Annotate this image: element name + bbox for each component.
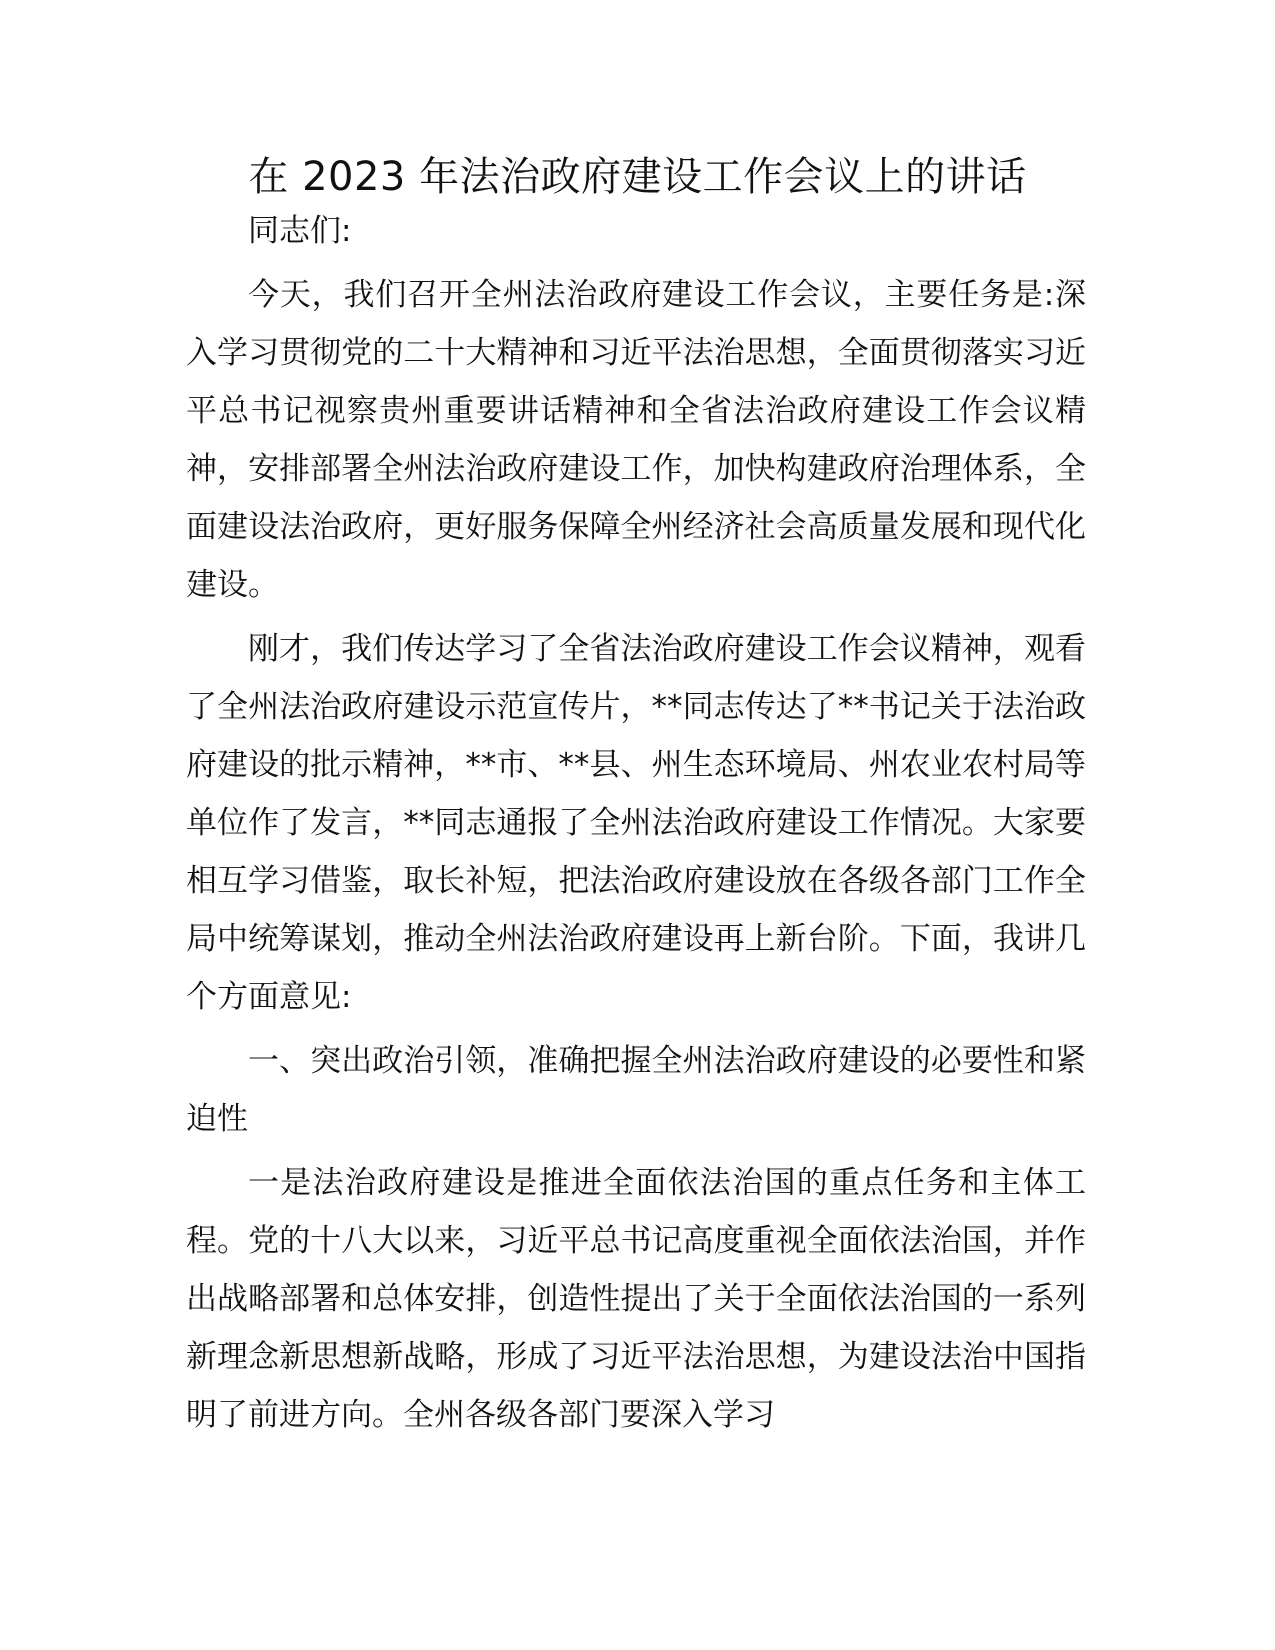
body-paragraph: 刚才，我们传达学习了全省法治政府建设工作会议精神，观看了全州法治政府建设示范宣传片，**同志传达了**书记关于法治政府建设的批示精神，**市、**县、州生态环境局、州农业农村局等单位作了发言，**同志通报了全州法治政府建设工作情况。大家要相互学习借鉴，取长补短，把法治政府建设放在各级各部门工作全局中统筹谋划，推动全州法治政府建设再上新台阶。下面，我讲几个方面意见: [186,631,1086,1015]
body-paragraph: 一是法治政府建设是推进全面依法治国的重点任务和主体工程。党的十八大以来，习近平总书记高度重视全面依法治国，并作出战略部署和总体安排，创造性提出了关于全面依法治国的一系列新理念新思想新战略，形成了习近平法治思想，为建设法治中国指明了前进方向。全州各级各部门要深入学习 [186,1165,1086,1433]
document-title: 在 2023 年法治政府建设工作会议上的讲话 [248,154,1027,200]
section-heading: 一、突出政治引领，准确把握全州法治政府建设的必要性和紧迫性 [186,1043,1086,1137]
body-paragraph: 今天，我们召开全州法治政府建设工作会议，主要任务是:深入学习贯彻党的二十大精神和习近平法治思想，全面贯彻落实习近平总书记视察贵州重要讲话精神和全省法治政府建设工作会议精神，安排部署全州法治政府建设工作，加快构建政府治理体系，全面建设法治政府，更好服务保障全州经济社会高质量发展和现代化建设。 [186,277,1086,603]
document-body [186,202,1086,1450]
salutation-paragraph: 同志们: [248,213,352,249]
